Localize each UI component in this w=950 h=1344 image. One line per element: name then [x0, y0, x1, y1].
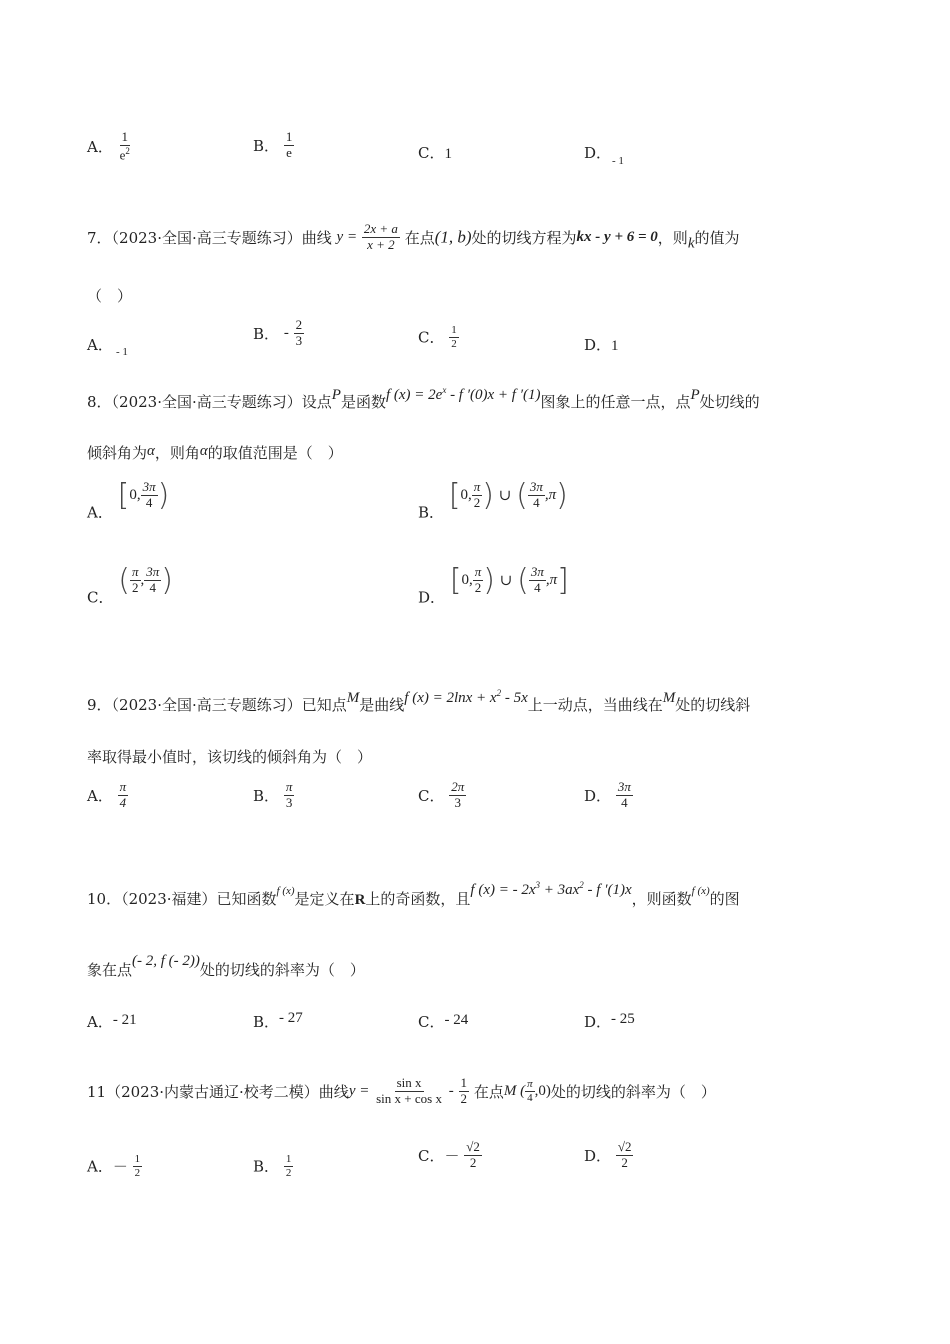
text: 处的切线的斜率为（ ） — [199, 961, 365, 979]
text: 上一动点，当曲线在 — [527, 696, 663, 714]
exponent: x — [442, 385, 447, 395]
q9-option-c[interactable] — [418, 780, 466, 811]
q11-option-a[interactable] — [87, 1153, 142, 1179]
fraction — [616, 1140, 634, 1171]
option-value: - 25 — [611, 1011, 635, 1027]
math-P: P — [690, 387, 700, 403]
option-value: 1 — [444, 146, 452, 162]
interval-start: 0, — [460, 487, 472, 503]
text: ，则 — [657, 228, 688, 247]
denominator: 2 — [621, 1154, 628, 1170]
q6-option-d[interactable] — [584, 142, 611, 163]
q7-option-a[interactable] — [87, 334, 113, 355]
numerator: 2x + a — [363, 221, 398, 236]
option-label: B． — [253, 786, 280, 805]
fraction — [449, 780, 466, 811]
option-label: D． — [584, 1146, 612, 1165]
text: 处的切线方程为 — [471, 228, 577, 247]
func-part: - 5x — [501, 690, 528, 706]
option-label: C． — [418, 144, 445, 162]
fraction — [284, 130, 295, 161]
q7-paren: （ ） — [87, 287, 133, 305]
exponent: 2 — [125, 145, 130, 156]
text: 在点 — [473, 1082, 504, 1101]
option-label: D． — [584, 144, 612, 162]
math-function — [386, 387, 541, 403]
paren-left: ( — [516, 478, 528, 513]
text: ，则角 — [154, 444, 200, 462]
math-k: k — [687, 235, 695, 252]
minus-sign: - — [283, 324, 289, 341]
fraction — [459, 1076, 470, 1107]
numerator: π — [119, 779, 127, 794]
option-label: C． — [418, 786, 445, 805]
denominator: x + 2 — [367, 236, 395, 252]
q11-stem — [87, 1076, 716, 1107]
q10-prefix: 10．（2023·福建）已知函数 — [87, 890, 277, 908]
numerator: π — [285, 779, 293, 794]
bracket-left: [ — [448, 478, 461, 513]
q6-option-b[interactable] — [253, 130, 294, 161]
paren-left: ( — [517, 563, 529, 598]
comma: , — [140, 572, 145, 588]
numerator: 3π — [530, 564, 544, 580]
q7-option-b[interactable] — [253, 318, 304, 349]
denominator — [118, 146, 132, 163]
func-part: - f ′(0)x + f ′(1) — [446, 387, 541, 403]
text: 倾斜角为 — [87, 444, 148, 462]
option-label: A． — [87, 786, 113, 805]
math-alpha: α — [147, 443, 155, 459]
option-label: B． — [418, 503, 445, 522]
interval-start: 0, — [129, 487, 141, 503]
fraction — [118, 130, 132, 163]
q9-option-d[interactable] — [584, 780, 633, 811]
denominator: e — [286, 144, 292, 160]
denominator: 2 — [469, 1154, 477, 1170]
denominator: 4 — [119, 794, 127, 810]
exponent: 3 — [535, 880, 541, 890]
text: 的图 — [709, 890, 740, 908]
option-label: A． — [87, 1013, 113, 1031]
numerator: π — [474, 564, 482, 580]
math-point: (1, b) — [434, 227, 472, 247]
q8-stem-line2 — [87, 442, 343, 463]
option-label: C． — [418, 1013, 445, 1031]
q10-option-a[interactable] — [87, 1010, 137, 1032]
numerator: 3π — [146, 564, 160, 580]
paren-right: ) — [482, 478, 495, 513]
q10-stem-line2 — [87, 953, 365, 980]
math-M: M ( — [503, 1082, 526, 1099]
interval-start: 0, — [461, 572, 473, 588]
option-value: - 27 — [279, 1010, 303, 1026]
option-label: A． — [87, 138, 113, 157]
fraction — [472, 480, 483, 511]
fraction — [529, 565, 546, 596]
q7-option-c[interactable] — [418, 324, 459, 350]
text: 是函数 — [340, 393, 386, 411]
fraction — [449, 324, 459, 350]
numerator: 2π — [451, 779, 465, 794]
point-end: ,0) — [534, 1082, 551, 1099]
numerator: 1 — [134, 1153, 141, 1165]
func-part: + 3ax — [540, 882, 580, 898]
denominator: 4 — [149, 580, 156, 595]
denominator: 4 — [527, 1091, 533, 1104]
numerator: π — [527, 1078, 533, 1091]
paren-right: ) — [161, 563, 173, 598]
bracket-right: ] — [557, 563, 569, 598]
option-value: - 24 — [444, 1012, 469, 1028]
q9-option-b[interactable] — [253, 780, 294, 811]
math-point: (- 2, f (- 2)) — [132, 953, 200, 969]
minus-sign: － — [444, 1148, 460, 1165]
text: 是曲线 — [359, 696, 405, 714]
text: 处的切线斜 — [675, 696, 751, 714]
text: ，则函数 — [631, 890, 692, 908]
math-P: P — [331, 387, 341, 403]
q10-option-d[interactable] — [584, 1009, 635, 1032]
fraction — [130, 565, 141, 596]
q6-option-c[interactable] — [418, 142, 452, 163]
q8-option-d[interactable] — [418, 563, 569, 608]
denominator: 2 — [451, 337, 457, 350]
q10-option-b[interactable] — [253, 1008, 303, 1032]
denominator: 4 — [534, 580, 541, 595]
denominator: 2 — [473, 495, 481, 510]
option-label: B． — [253, 324, 280, 343]
paren-left: ( — [118, 563, 130, 598]
fraction — [144, 565, 161, 596]
denominator: sin x + cos x — [376, 1090, 442, 1106]
q11-option-d[interactable] — [584, 1140, 633, 1171]
option-label: A． — [87, 503, 113, 522]
math-R: R — [354, 892, 366, 908]
option-label: B． — [253, 136, 280, 155]
numerator: 1 — [285, 129, 293, 144]
denominator: 2 — [285, 1166, 292, 1179]
q9-stem-line1 — [87, 688, 750, 715]
q7-option-a-value: - 1 — [116, 346, 128, 358]
option-value: 1 — [611, 338, 619, 354]
text: 在点 — [404, 228, 435, 247]
q11-prefix: 11（2023·内蒙古通辽·校考二模）曲线 — [87, 1082, 349, 1101]
q7-prefix: 7．（2023·全国·高三专题练习）曲线 — [87, 228, 332, 247]
option-label: C． — [418, 1146, 445, 1165]
option-label: D． — [418, 588, 446, 607]
numerator: √2 — [466, 1139, 480, 1154]
option-label: D． — [584, 1013, 612, 1031]
math-M: M — [346, 690, 360, 706]
denominator: 4 — [621, 794, 628, 810]
q11-option-b[interactable] — [253, 1153, 293, 1179]
numerator: 3π — [142, 479, 156, 495]
fraction — [473, 565, 484, 596]
text: 处切线的 — [699, 393, 760, 411]
minus-sign: - — [448, 1082, 454, 1099]
fraction — [118, 780, 129, 811]
option-label: D． — [584, 786, 612, 805]
q8-prefix: 8．（2023·全国·高三专题练习）设点 — [87, 393, 332, 411]
bracket-left: [ — [117, 478, 130, 513]
option-label: A． — [87, 1157, 113, 1176]
option-label: B． — [253, 1157, 280, 1176]
fraction — [616, 780, 633, 811]
text: 图象上的任意一点，点 — [540, 393, 691, 411]
interval-end: ,π — [544, 487, 557, 503]
math-alpha: α — [199, 443, 208, 459]
fraction — [464, 1140, 482, 1171]
q10-option-c[interactable] — [418, 1010, 468, 1032]
denominator: 3 — [285, 794, 293, 810]
func-part: f (x) = - 2x — [470, 882, 536, 898]
numerator: 1 — [285, 1153, 292, 1165]
denominator: 3 — [295, 332, 303, 348]
fraction — [284, 1153, 294, 1179]
numerator: 1 — [460, 1075, 468, 1090]
denominator: 3 — [454, 794, 462, 810]
text: 上的奇函数，且 — [365, 890, 471, 908]
math-fx: f (x) — [691, 885, 710, 897]
math-tangent-equation: kx - y + 6 = 0 — [576, 228, 658, 245]
denominator: 2 — [474, 580, 482, 595]
text: 处的切线的斜率为（ ） — [550, 1082, 716, 1101]
numerator: 1 — [121, 129, 129, 144]
fraction — [374, 1076, 444, 1107]
option-label: C． — [87, 588, 114, 607]
exponent: 2 — [496, 688, 502, 698]
option-label: D． — [584, 336, 612, 354]
func-part: - f ′(1)x — [583, 882, 632, 898]
option-label: A． — [87, 336, 113, 354]
text: 的取值范围是（ ） — [207, 444, 343, 462]
numerator: √2 — [617, 1139, 632, 1154]
interval-end: ,π — [545, 572, 558, 588]
numerator: π — [473, 479, 481, 495]
q6-option-a[interactable] — [87, 130, 132, 163]
q8-option-b[interactable] — [418, 478, 568, 523]
q8-option-c[interactable] — [87, 563, 173, 608]
numerator: sin x — [396, 1075, 422, 1090]
fraction — [133, 1153, 143, 1179]
math-function — [404, 690, 527, 706]
text: 的值为 — [694, 228, 740, 247]
numerator: π — [131, 564, 139, 580]
math-fx: f (x) — [276, 885, 295, 897]
text: 是定义在 — [294, 890, 355, 908]
numerator: 3π — [617, 779, 631, 794]
denominator: 2 — [460, 1090, 468, 1106]
q11-option-c[interactable] — [418, 1140, 482, 1171]
option-label: C． — [418, 328, 445, 347]
denominator: 2 — [134, 1166, 141, 1179]
fraction — [525, 1078, 535, 1104]
paren-right: ) — [157, 478, 170, 513]
union-symbol: ∪ — [499, 573, 513, 589]
q9-stem-line2: 率取得最小值时，该切线的倾斜角为（ ） — [87, 748, 373, 766]
numerator: 3π — [529, 479, 543, 495]
q7-stem — [87, 222, 740, 253]
paren-right: ) — [483, 563, 496, 598]
den-text: e — [119, 147, 126, 163]
math-M: M — [662, 690, 676, 706]
fraction — [141, 480, 158, 511]
q9-option-a[interactable] — [87, 780, 128, 811]
q8-option-a[interactable] — [87, 478, 169, 523]
func-part: f (x) = 2e — [385, 387, 443, 403]
minus-sign: － — [112, 1159, 128, 1176]
q8-stem-line1 — [87, 385, 760, 412]
fraction — [284, 780, 295, 811]
math-y: y = — [336, 228, 358, 245]
fraction — [294, 318, 305, 349]
text: 象在点 — [87, 961, 133, 979]
denominator: 2 — [131, 580, 139, 595]
paren-right: ) — [556, 478, 568, 513]
denominator: 4 — [533, 495, 540, 510]
q10-stem-line1 — [87, 880, 740, 909]
math-y: y = — [348, 1082, 370, 1099]
func-part: f (x) = 2lnx + x — [404, 690, 497, 706]
q7-fraction — [362, 222, 400, 253]
option-value: - 21 — [112, 1012, 137, 1028]
q7-option-d[interactable] — [584, 334, 619, 355]
q6-option-d-value: - 1 — [612, 155, 624, 167]
q9-prefix: 9．（2023·全国·高三专题练习）已知点 — [87, 696, 347, 714]
fraction — [528, 480, 545, 511]
union-symbol: ∪ — [498, 488, 512, 504]
bracket-left: [ — [449, 563, 462, 598]
exponent: 2 — [579, 880, 584, 890]
option-label: B． — [253, 1013, 280, 1031]
denominator: 4 — [145, 495, 153, 510]
math-function — [470, 882, 631, 898]
numerator: 1 — [451, 324, 457, 336]
numerator: 2 — [295, 317, 303, 332]
